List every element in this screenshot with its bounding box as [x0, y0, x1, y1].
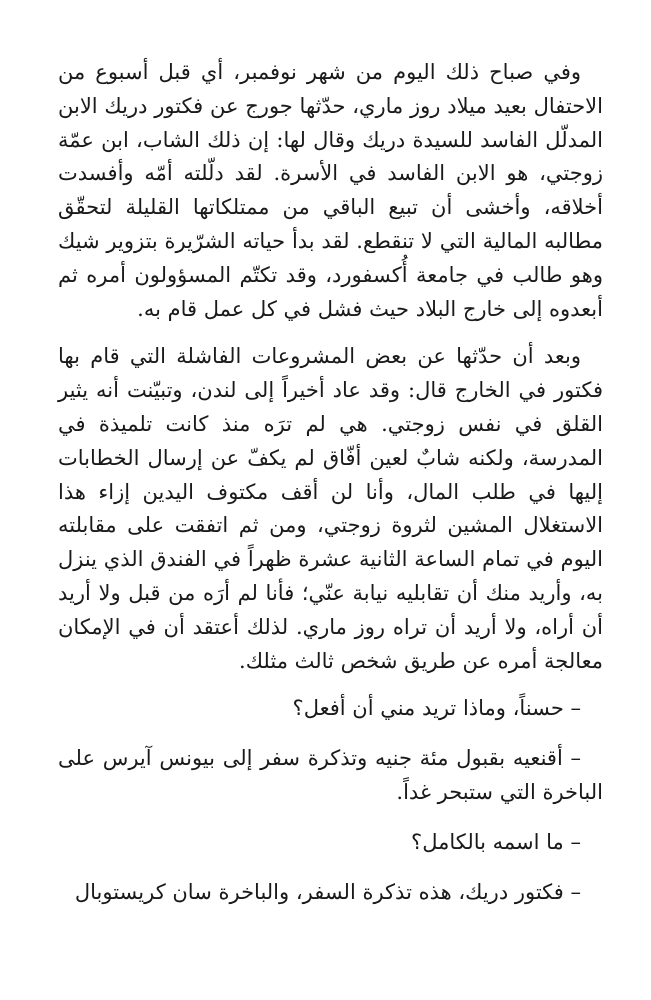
paragraph-narrative-2: وبعد أن حدّثها عن بعض المشروعات الفاشلة التي قام بها فكتور في الخارج قال: وقد عاد أخيراً إلى لندن، وتبيّنت أنه يثير القلق في نفس زوجتي. هي لم ترَه منذ كانت تلميذة في المدرسة، ولكنه شابٌ لعين أفّاق لم يكفّ عن إرسال الخطابات إليها في طلب المال، وأنا لن أقف مكتوف اليدين إزاء هذا الاستغلال المشين لثروة زوجتي، ومن ثم اتفقت على مقابلته اليوم في تمام الساعة الثانية عشرة ظهراً في الفندق الذي ينزل به، وأريد منك أن تقابليه نيابة عنّي؛ فأنا لم أرَه من قبل ولا أريد أن أراه، ولا أريد أن تراه روز ماري. لذلك أعتقد أن في الإمكان معالجة أمره عن طريق شخص ثالث مثلك. — [58, 344, 603, 673]
paragraph-narrative-1: وفي صباح ذلك اليوم من شهر نوفمبر، أي قبل أسبوع من الاحتفال بعيد ميلاد روز ماري، حدّثها جورج عن فكتور دريك الابن المدلّل الفاسد للسيدة دريك وقال لها: إن ذلك الشاب، ابن عمّة زوجتي، هو الابن الفاسد في الأسرة. لقد دلّلته أمّه وأفسدت أخلاقه، وأخشى أن تبيع الباقي من ممتلكاتها القليلة لتحقّق مطالبه المالية التي لا تنقطع. لقد بدأ حياته الشرّيرة بتزوير شيك وهو طالب في جامعة أُكسفورد، وقد تكتّم المسؤولون أمره ثم أبعدوه إلى خارج البلاد حيث فشل في كل عمل قام به. — [58, 60, 603, 321]
dialogue-line-3: – ما اسمه بالكامل؟ — [411, 829, 581, 854]
dialogue-line-2: – أقنعيه بقبول مئة جنيه وتذكرة سفر إلى بيونس آيرس على الباخرة التي ستبحر غداً. — [58, 746, 603, 804]
dialogue-line-1: – حسناً، وماذا تريد مني أن أفعل؟ — [292, 696, 581, 721]
dialogue-line-4: – فكتور دريك، هذه تذكرة السفر، والباخرة سان كريستوبال — [74, 879, 581, 904]
book-page — [58, 56, 603, 986]
